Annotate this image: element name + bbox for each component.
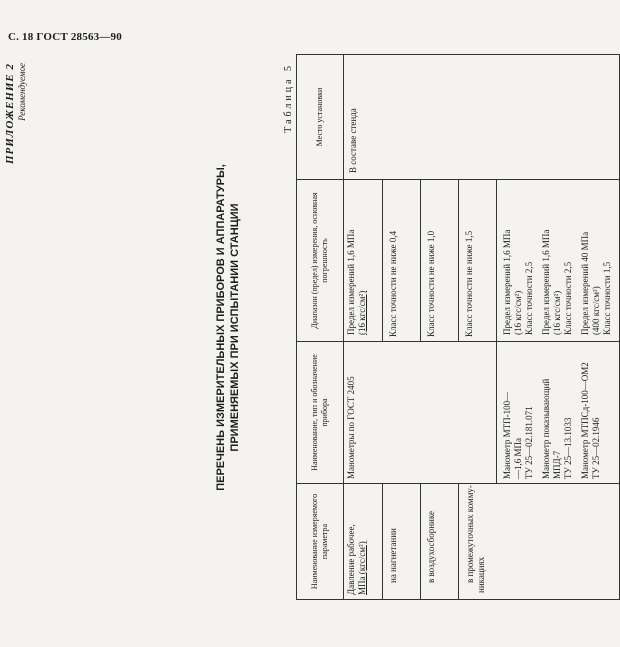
range-mtps-line-2: (400 кгс/см²) (591, 286, 601, 335)
appendix-block (4, 63, 27, 164)
range-class-04: Класс точности не ниже 0,4 (388, 230, 398, 337)
range-mtp-line-1: Предел измерений 1,6 МПа (502, 229, 512, 335)
range-cell-limit (344, 180, 383, 342)
location-cell (344, 55, 620, 180)
range-limit-line-1: Предел измерений 1,6 МПа (346, 229, 356, 335)
range-cell-class-10 (421, 180, 459, 342)
param-pressure-line-1: Давление рабочее, (346, 524, 356, 595)
appendix-subtitle: Рекомендуемое (17, 63, 27, 121)
table-row (344, 55, 383, 600)
device-cell-gost (344, 342, 497, 484)
param-injection: на нагнетании (388, 528, 398, 583)
column-header-param: Наименование измеряемого параметра (297, 484, 344, 600)
param-comm-line-1: в промежуточных комму- (465, 485, 475, 583)
range-cell-class-04 (383, 180, 421, 342)
device-mpd-line-1: Манометр показывающий (541, 378, 551, 479)
param-cell-receiver (421, 484, 459, 600)
page-header: С. 18 ГОСТ 28563—90 (8, 31, 122, 43)
rotated-page-content (0, 55, 612, 600)
device-mtp-line-2: —1,6 МПа (513, 438, 523, 479)
device-mtps-line-1: Манометр МТПСд-100—ОМ2 (580, 362, 590, 479)
param-comm-line-2: никациях (476, 556, 486, 593)
range-mtps-line-1: Предел измерений 40 МПа (580, 231, 590, 335)
device-cell-list (497, 342, 620, 484)
range-mtps-line-3: Класс точности 1,5 (602, 261, 612, 335)
document-heading (214, 55, 242, 600)
device-mtp-line-3: ТУ 25—02.181.071 (524, 406, 534, 479)
column-header-device: Наименование, тип и обозначение прибора (297, 342, 344, 484)
heading-line-2: ПРИМЕНЯЕМЫХ ПРИ ИСПЫТАНИИ СТАНЦИИ (229, 203, 241, 452)
table-header-row (297, 55, 344, 600)
range-limit-line-2: (16 кгс/см²) (357, 290, 367, 335)
device-gost-2405: Манометры по ГОСТ 2405 (346, 376, 356, 479)
param-receiver: в воздухосборнике (426, 511, 436, 583)
location-stand: В составе стенда (348, 108, 358, 173)
param-pressure-line-2: МПа (кгс/см²) (357, 541, 367, 595)
range-class-15: Класс точности не ниже 1,5 (464, 230, 474, 337)
param-cell-communications (459, 484, 620, 600)
device-mtps-line-2: ТУ 25—02.1946 (591, 417, 601, 479)
device-mpd-line-2: МПД-7 (552, 450, 562, 479)
column-header-range: Диапазон (предел) измерения, основная погрешность (297, 180, 344, 342)
param-cell-injection (383, 484, 421, 600)
range-class-10: Класс точности не ниже 1,0 (426, 230, 436, 337)
device-mtp-line-1: Манометр МТП-100— (502, 391, 512, 479)
range-mpd-line-2: (16 кгс/см²) (552, 290, 562, 335)
range-cell-list (497, 180, 620, 342)
column-header-location: Место установки (297, 55, 344, 180)
range-mtp-line-2: (16 кгс/см²) (513, 290, 523, 335)
appendix-title: ПРИЛОЖЕНИЕ 2 (4, 63, 16, 165)
range-mpd-line-3: Класс точности 2,5 (563, 261, 573, 335)
range-cell-class-15 (459, 180, 497, 342)
param-cell-pressure (344, 484, 383, 600)
heading-line-1: ПЕРЕЧЕНЬ ИЗМЕРИТЕЛЬНЫХ ПРИБОРОВ И АППАРАТУРЫ, (215, 164, 227, 491)
range-mtp-line-3: Класс точности 2,5 (524, 261, 534, 335)
device-mpd-line-3: ТУ 25—13.1033 (563, 417, 573, 479)
table-label: Таблица 5 (283, 63, 294, 133)
instruments-table (296, 54, 620, 600)
range-mpd-line-1: Предел измерений 1,6 МПа (541, 229, 551, 335)
